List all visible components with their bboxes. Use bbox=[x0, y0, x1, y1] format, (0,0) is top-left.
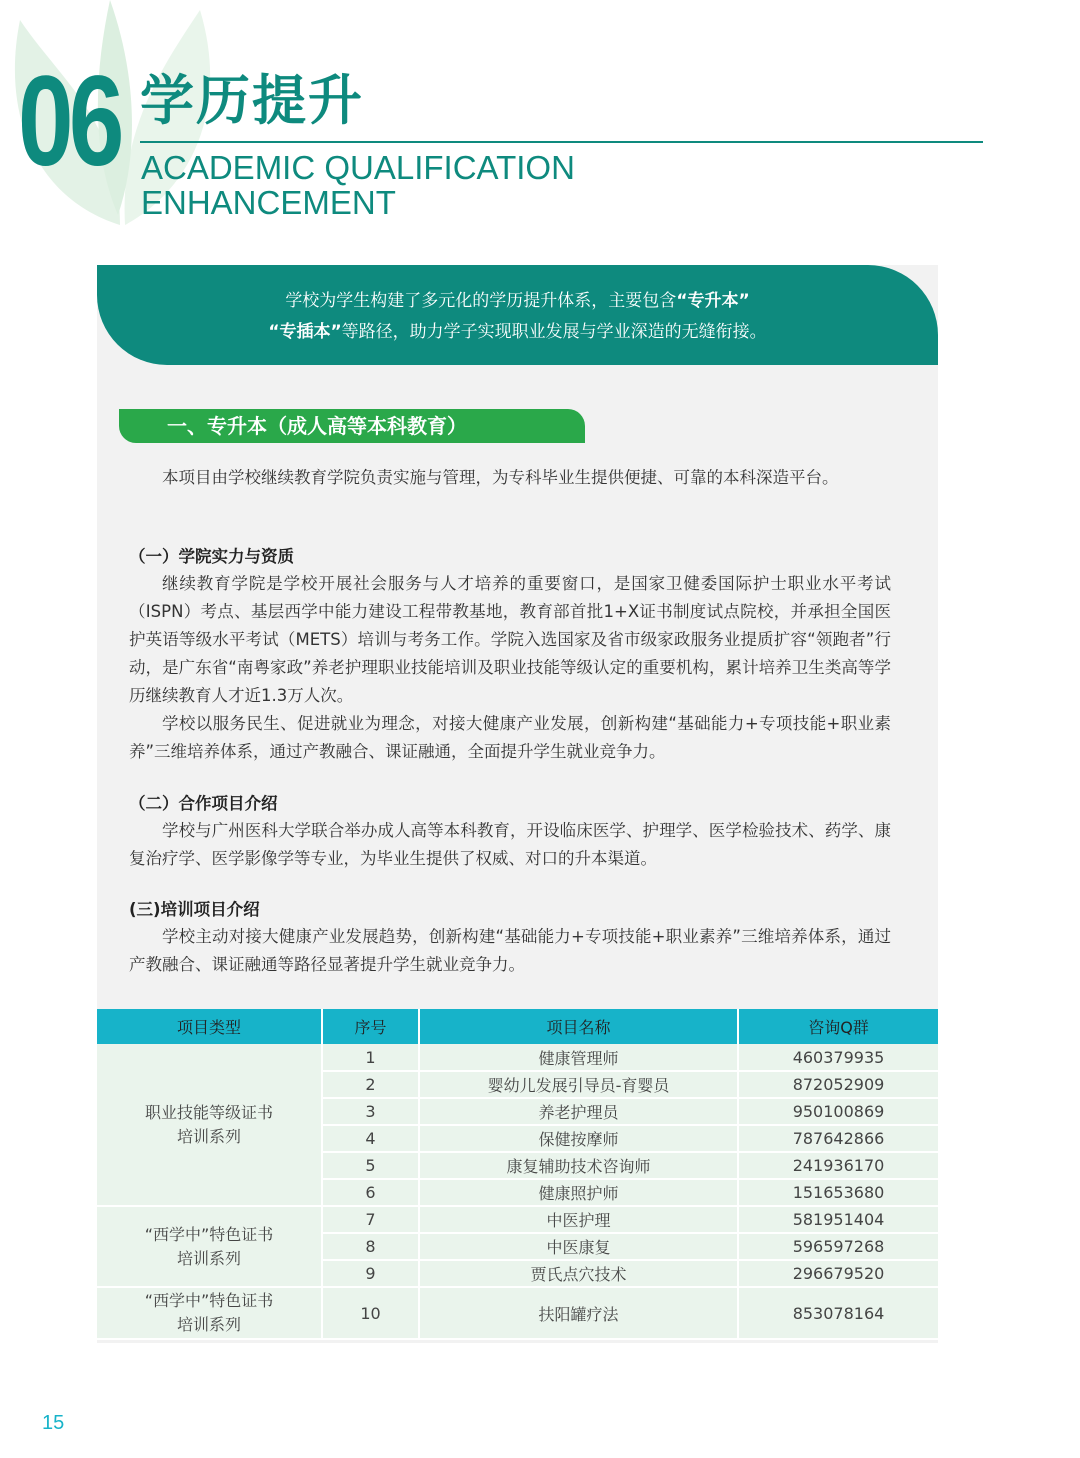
row-number: 3 bbox=[322, 1098, 419, 1125]
row-number: 7 bbox=[322, 1206, 419, 1233]
chapter-number: 06 bbox=[18, 50, 120, 193]
intro-line2 bbox=[97, 317, 938, 348]
qq-group-number: 950100869 bbox=[738, 1098, 938, 1125]
qq-group-table bbox=[97, 1009, 938, 1340]
intro-text: 学校为学生构建了多元化的学历提升体系，主要包含 bbox=[285, 291, 677, 311]
project-type-cell bbox=[97, 1287, 322, 1339]
intro-bold: “专插本” bbox=[268, 322, 342, 342]
qq-group-number: 853078164 bbox=[738, 1287, 938, 1339]
paragraph: 继续教育学院是学校开展社会服务与人才培养的重要窗口，是国家卫健委国际护士职业水平考试（ISPN）考点、基层西学中能力建设工程带教基地，教育部首批1+X证书制度试点院校，并承担全国医护英语等级水平考试（METS）培训与考务工作。学院入选国家及省市级家政服务业提质扩容“领跑者”行动，是广东省“南粤家政”养老护理职业技能培训及职业技能等级认定的重要机构，累计培养卫生类高等学历继续教育人才近1.3万人次。 bbox=[129, 574, 891, 705]
project-name: 健康照护师 bbox=[419, 1179, 738, 1206]
project-name: 贾氏点穴技术 bbox=[419, 1260, 738, 1287]
subtitle-line1: ACADEMIC QUALIFICATION bbox=[141, 149, 575, 186]
sub-heading-3: (三)培训项目介绍 bbox=[129, 900, 260, 919]
qq-group-number: 296679520 bbox=[738, 1260, 938, 1287]
project-type-line: 培训系列 bbox=[176, 1248, 241, 1268]
row-number: 5 bbox=[322, 1152, 419, 1179]
project-name: 养老护理员 bbox=[419, 1098, 738, 1125]
row-number: 2 bbox=[322, 1071, 419, 1098]
column-header: 项目类型 bbox=[97, 1009, 322, 1044]
paragraph: 学校以服务民生、促进就业为理念，对接大健康产业发展，创新构建“基础能力+专项技能+职业素养”三维培养体系，通过产教融合、课证融通，全面提升学生就业竞争力。 bbox=[129, 714, 891, 761]
subtitle-line2: ENHANCEMENT bbox=[141, 184, 396, 221]
project-name: 康复辅助技术咨询师 bbox=[419, 1152, 738, 1179]
column-header: 序号 bbox=[322, 1009, 419, 1044]
project-type-line: “西学中”特色证书 bbox=[144, 1224, 274, 1244]
table-row bbox=[97, 1044, 938, 1071]
sub-heading-2: （二）合作项目介绍 bbox=[129, 794, 278, 813]
section-intro: 本项目由学校继续教育学院负责实施与管理，为专科毕业生提供便捷、可靠的本科深造平台。 bbox=[162, 468, 839, 487]
table-row bbox=[97, 1206, 938, 1233]
project-type-line: “西学中”特色证书 bbox=[144, 1291, 274, 1310]
section-heading: 一、专升本（成人高等本科教育） bbox=[119, 409, 585, 443]
project-name: 健康管理师 bbox=[419, 1044, 738, 1071]
qq-group-number: 460379935 bbox=[738, 1044, 938, 1071]
row-number: 10 bbox=[322, 1287, 419, 1339]
column-header: 咨询Q群 bbox=[738, 1009, 938, 1044]
project-type-line: 职业技能等级证书 bbox=[144, 1102, 273, 1122]
row-number: 6 bbox=[322, 1179, 419, 1206]
intro-bold: “专升本” bbox=[676, 291, 750, 311]
project-type-line: 培训系列 bbox=[176, 1315, 241, 1334]
row-number: 4 bbox=[322, 1125, 419, 1152]
project-type-cell bbox=[97, 1044, 322, 1206]
project-name: 扶阳罐疗法 bbox=[419, 1287, 738, 1339]
intro-text: 等路径，助力学子实现职业发展与学业深造的无缝衔接。 bbox=[341, 322, 767, 342]
project-name: 保健按摩师 bbox=[419, 1125, 738, 1152]
chapter-subtitle bbox=[141, 150, 575, 220]
column-header: 项目名称 bbox=[419, 1009, 738, 1044]
qq-group-number: 787642866 bbox=[738, 1125, 938, 1152]
chapter-title: 学历提升 bbox=[140, 69, 364, 132]
project-type-line: 培训系列 bbox=[176, 1126, 241, 1146]
project-type-cell bbox=[97, 1206, 322, 1287]
paragraph: 学校主动对接大健康产业发展趋势，创新构建“基础能力+专项技能+职业素养”三维培养体系，通过产教融合、课证融通等路径显著提升学生就业竞争力。 bbox=[129, 927, 891, 974]
row-number: 8 bbox=[322, 1233, 419, 1260]
qq-group-number: 872052909 bbox=[738, 1071, 938, 1098]
project-name: 中医康复 bbox=[419, 1233, 738, 1260]
sub-heading-1: （一）学院实力与资质 bbox=[129, 547, 294, 566]
qq-group-number: 241936170 bbox=[738, 1152, 938, 1179]
qq-group-number: 596597268 bbox=[738, 1233, 938, 1260]
table-row bbox=[97, 1287, 938, 1339]
title-rule bbox=[140, 141, 983, 143]
qq-group-number: 151653680 bbox=[738, 1179, 938, 1206]
row-number: 9 bbox=[322, 1260, 419, 1287]
paragraph: 学校与广州医科大学联合举办成人高等本科教育，开设临床医学、护理学、医学检验技术、药学、康复治疗学、医学影像学等专业，为毕业生提供了权威、对口的升本渠道。 bbox=[129, 821, 891, 868]
qq-group-number: 581951404 bbox=[738, 1206, 938, 1233]
project-name: 中医护理 bbox=[419, 1206, 738, 1233]
page-number: 15 bbox=[42, 1412, 65, 1434]
intro-banner bbox=[97, 265, 938, 365]
intro-line1 bbox=[97, 286, 938, 317]
project-name: 婴幼儿发展引导员-育婴员 bbox=[419, 1071, 738, 1098]
row-number: 1 bbox=[322, 1044, 419, 1071]
table-header-row bbox=[97, 1009, 938, 1044]
